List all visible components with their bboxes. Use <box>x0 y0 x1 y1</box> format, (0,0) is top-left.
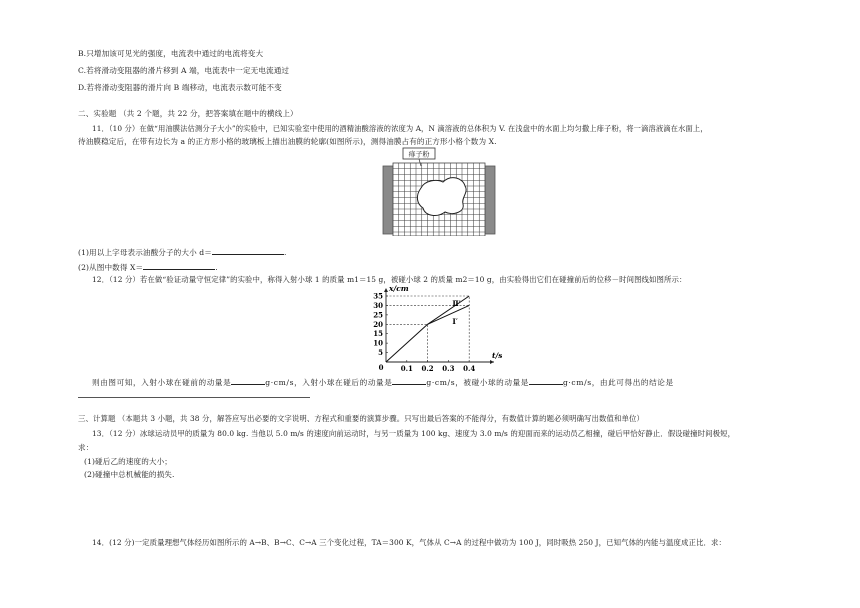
option-d: D.若将滑动变阻器的滑片向 B 端移动，电流表示数可能不变 <box>78 83 282 92</box>
x-axis-label: t/s <box>492 351 502 360</box>
y-tick-label: 30 <box>373 300 383 310</box>
figure-label: 痱子粉 <box>408 150 430 159</box>
section-3-header: 三、计算题 （本题共 3 小题，共 38 分，解答应写出必要的文字说明、方程式和重要的演算步骤。只写出最后答案的不能得分，有数值计算的题必须明确写出数值和单位） <box>78 414 644 423</box>
series-line-2 <box>428 305 470 324</box>
x-axis-arrow <box>490 360 494 364</box>
q14-line-1: 14．(12 分)一定质量理想气体经历如图所示的 A→B、B→C、C→A 三个变化过程，TA＝300 K，气体从 C→A 的过程中做功为 100 J，同时吸热 250 J，已知气体的内能与温度成正比．求： <box>92 538 726 547</box>
y-tick-label: 25 <box>373 310 383 320</box>
y-axis-arrow <box>384 288 388 292</box>
series-line-0 <box>386 324 428 362</box>
q11-sub-2: (2)从图中数得 X＝ . <box>78 263 218 272</box>
origin-label: 0 <box>378 363 384 372</box>
q13-line-1: 13．（12 分）冰球运动员甲的质量为 80.0 kg. 当他以 5.0 m/s 的速度向前运动时，与另一质量为 100 kg、速度为 3.0 m/s 的迎面而来的运动员乙相撞，碰后甲恰好静止．假设碰撞时间极短， <box>92 429 736 438</box>
option-b: B.只增加该可见光的强度，电流表中通过的电流将变大 <box>78 49 264 58</box>
q11-line-1: 11．（10 分）在做“用油膜法估测分子大小”的实验中，已知实验室中使用的酒精油酸溶液的浓度为 A，N 滴溶液的总体积为 V. 在浅盘中的水面上均匀撒上痱子粉，将一滴溶液滴在水面上， <box>92 124 708 133</box>
q12-line-1: 12．（12 分）若在做“验证动量守恒定律”的实验中，称得入射小球 1 的质量 m1＝15 g，被碰小球 2 的质量 m2＝10 g，由实验得出它们在碰撞前后的位移－时间图线如图所示： <box>92 275 687 284</box>
x-tick-label: 0.3 <box>442 364 455 373</box>
series-label-2: Ⅰ′ <box>452 316 458 326</box>
oil-film-outline <box>417 178 466 216</box>
series-line-1 <box>428 296 470 324</box>
x-tick-label: 0.1 <box>400 364 413 373</box>
answer-blank-p1-after[interactable] <box>392 376 426 385</box>
answer-blank-p2[interactable] <box>529 376 563 385</box>
answer-blank-p1[interactable] <box>231 376 265 385</box>
oil-film-figure <box>381 146 497 236</box>
q12-line-2: 则由图可知，入射小球在碰前的动量是 g·cm/s，入射小球在碰后的动量是 g·cm/s，被碰小球的动量是 g·cm/s，由此可得出的结论是 <box>92 378 674 387</box>
x-tick-label: 0.2 <box>421 364 434 373</box>
xt-chart <box>362 284 502 374</box>
q13-line-2: 求： <box>78 443 94 452</box>
q11-sub-1: (1)用以上字母表示油酸分子的大小 d＝ . <box>78 248 287 257</box>
y-axis-label: x/cm <box>389 284 409 293</box>
y-tick-label: 20 <box>373 319 383 329</box>
answer-line-conclusion[interactable] <box>78 397 310 398</box>
q11-line-2: 待油膜稳定后，在带有边长为 a 的正方形小格的玻璃板上描出油膜的轮廓(如图所示)，测得油膜占有的正方形小格个数为 X. <box>78 137 497 146</box>
q13-sub-2: (2)碰撞中总机械能的损失. <box>84 470 175 479</box>
q13-sub-1: (1)碰后乙的速度的大小； <box>84 457 172 466</box>
option-c: C.若将滑动变阻器的滑片移到 A 端，电流表中一定无电流通过 <box>78 66 290 75</box>
series-label-1: Ⅱ′ <box>452 299 461 309</box>
section-2-header: 二、实验题 （共 2 个题，共 22 分，把答案填在题中的横线上） <box>78 109 298 118</box>
y-tick-label: 5 <box>378 348 383 358</box>
y-tick-label: 10 <box>373 338 383 348</box>
y-tick-label: 15 <box>373 329 383 339</box>
answer-blank-d[interactable] <box>212 246 284 255</box>
answer-blank-x[interactable] <box>143 261 215 270</box>
y-tick-label: 35 <box>373 291 383 301</box>
x-tick-label: 0.4 <box>463 364 476 373</box>
